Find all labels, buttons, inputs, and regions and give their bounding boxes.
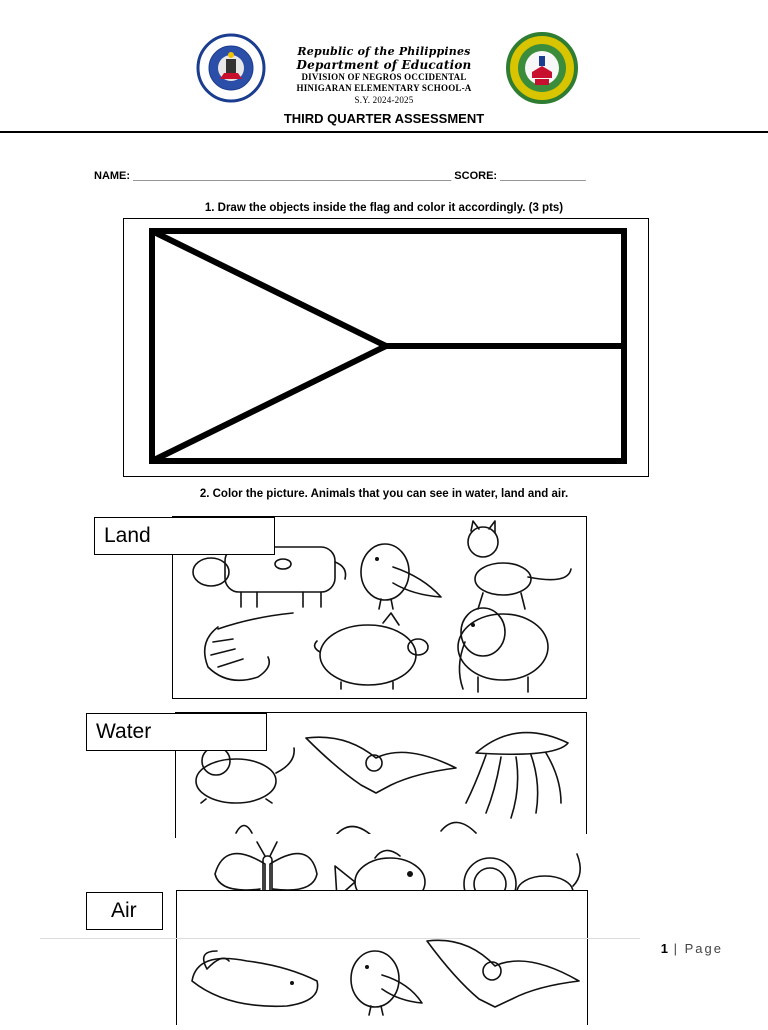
whale-icon	[192, 951, 318, 1006]
page-footer	[661, 941, 723, 956]
flag-box	[123, 218, 649, 477]
bird-icon	[361, 544, 441, 609]
header-school: HINIGARAN ELEMENTARY SCHOOL-A	[296, 83, 472, 93]
shrimp-icon	[205, 613, 293, 680]
header-republic: Republic of the Philippines	[297, 45, 471, 58]
label-air: Air	[86, 892, 163, 930]
header-divider	[0, 131, 768, 133]
label-land: Land	[94, 517, 275, 555]
name-score-line: NAME: ____________________________________________________ SCORE: ______________	[94, 170, 586, 182]
pig-icon	[315, 613, 428, 689]
jellyfish-icon	[466, 733, 568, 818]
air-picture-box	[176, 890, 588, 1025]
page-label: | Page	[673, 941, 723, 956]
bat-icon-2	[427, 940, 579, 1007]
dog-icon	[196, 747, 294, 803]
flag-outline	[124, 219, 648, 476]
header-department: Department of Education	[296, 58, 472, 72]
header-school-year: S.Y. 2024-2025	[354, 95, 414, 105]
footer-divider	[40, 938, 640, 939]
question-1: 1. Draw the objects inside the flag and color it accordingly. (3 pts)	[204, 202, 564, 214]
elephant-icon	[458, 608, 548, 692]
page-number: 1	[660, 941, 669, 956]
question-2: 2. Color the picture. Animals that you can see in water, land and air.	[199, 488, 569, 500]
label-water: Water	[86, 713, 267, 751]
cat-icon	[468, 521, 571, 609]
header-division: DIVISION OF NEGROS OCCIDENTAL	[301, 72, 467, 82]
page-title: THIRD QUARTER ASSESSMENT	[283, 111, 485, 126]
bird-icon-2	[351, 951, 422, 1015]
cow-icon	[193, 547, 346, 607]
bat-icon	[306, 737, 456, 793]
